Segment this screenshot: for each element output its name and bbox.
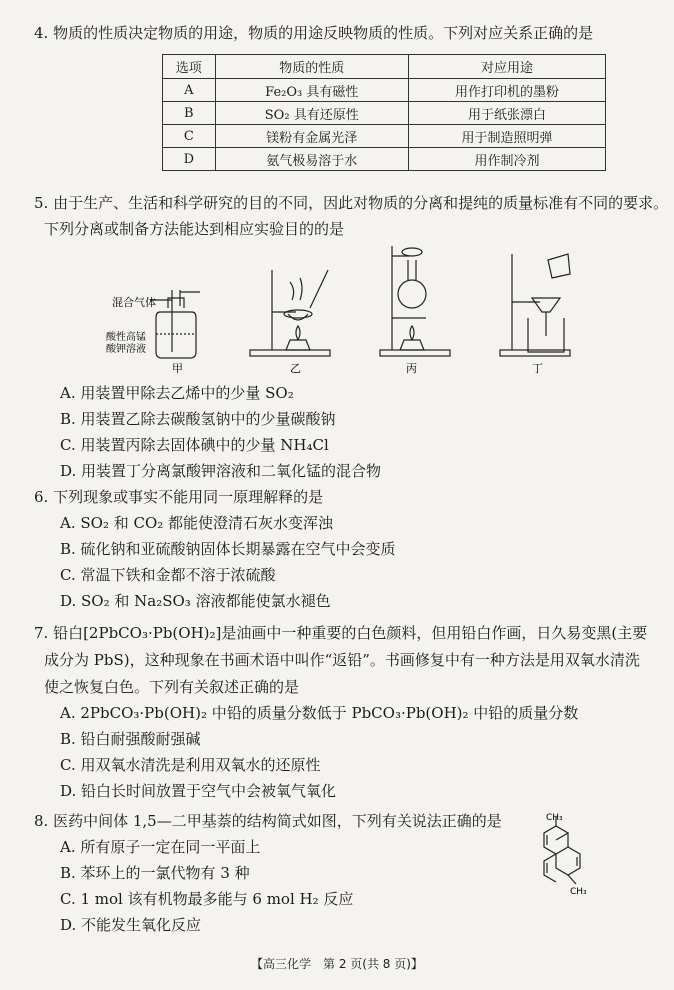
apparatus-bing xyxy=(380,246,450,356)
table-row xyxy=(163,79,606,102)
page-footer: 【高三化学 第 2 页(共 8 页)】 xyxy=(251,957,423,971)
fig-label-ding: 丁 xyxy=(532,362,543,375)
table-row xyxy=(163,148,606,171)
fig-label-bing: 丙 xyxy=(406,362,417,375)
q7-stem-line1: 7. 铅白[2PbCO₃·Pb(OH)₂]是油画中一种重要的白色颜料，但用铅白作画，日久易变黑(主要 xyxy=(34,624,648,642)
dimethylnaphthalene-structure xyxy=(528,812,608,904)
q8-option-a: A. 所有原子一定在同一平面上 xyxy=(60,838,261,856)
table-header: 物质的性质 xyxy=(215,55,408,79)
table-row xyxy=(163,102,606,125)
q8-option-b: B. 苯环上的一氯代物有 3 种 xyxy=(60,864,250,882)
q4-table xyxy=(162,54,606,171)
q6-option-a: A. SO₂ 和 CO₂ 都能使澄清石灰水变浑浊 xyxy=(60,514,334,532)
q7-option-d: D. 铅白长时间放置于空气中会被氧气氧化 xyxy=(60,782,337,800)
q6-stem: 6. 下列现象或事实不能用同一原理解释的是 xyxy=(34,488,324,506)
table-cell: 用作打印机的墨粉 xyxy=(408,79,605,102)
q5-option-b: B. 用装置乙除去碳酸氢钠中的少量碳酸钠 xyxy=(60,410,336,428)
table-header: 选项 xyxy=(163,55,216,79)
q5-stem-line2: 下列分离或制备方法能达到相应实验目的的是 xyxy=(44,220,345,238)
q7-option-a: A. 2PbCO₃·Pb(OH)₂ 中铅的质量分数低于 PbCO₃·Pb(OH)₂ 中铅的质量分数 xyxy=(60,704,579,722)
q7-stem-line2: 成分为 PbS)，这种现象在书画术语中叫作“返铅”。书画修复中有一种方法是用双氧水清洗 xyxy=(44,651,640,669)
apparatus-jia xyxy=(150,290,200,358)
q5-stem-line1: 5. 由于生产、生活和科学研究的目的不同，因此对物质的分离和提纯的质量标准有不同的要求。 xyxy=(34,194,669,212)
apparatus-yi xyxy=(250,270,330,356)
q5-option-c: C. 用装置丙除去固体碘中的少量 NH₄Cl xyxy=(60,436,329,454)
table-cell: B xyxy=(163,102,216,125)
q8-option-c: C. 1 mol 该有机物最多能与 6 mol H₂ 反应 xyxy=(60,890,354,908)
table-header: 对应用途 xyxy=(408,55,605,79)
fig-label-solution1: 酸性高锰 xyxy=(106,332,146,343)
table-header-row xyxy=(163,55,606,79)
table-cell: 氨气极易溶于水 xyxy=(215,148,408,171)
table-row xyxy=(163,125,606,148)
q5-option-d: D. 用装置丁分离氯酸钾溶液和二氧化锰的混合物 xyxy=(60,462,382,480)
fig-label-jia: 甲 xyxy=(172,362,183,375)
q7-option-c: C. 用双氧水清洗是利用双氧水的还原性 xyxy=(60,756,321,774)
table-cell: A xyxy=(163,79,216,102)
table-cell: 用于制造照明弹 xyxy=(408,125,605,148)
fig-label-gas: 混合气体 xyxy=(112,296,156,309)
q8-option-d: D. 不能发生氧化反应 xyxy=(60,916,202,934)
ch3-bottom-label: CH₃ xyxy=(570,887,587,897)
q7-option-b: B. 铅白耐强酸耐强碱 xyxy=(60,730,201,748)
apparatus-ding xyxy=(500,254,570,356)
table-cell: C xyxy=(163,125,216,148)
q6-option-b: B. 硫化钠和亚硫酸钠固体长期暴露在空气中会变质 xyxy=(60,540,396,558)
fig-label-solution2: 酸钾溶液 xyxy=(106,344,146,355)
q5-option-a: A. 用装置甲除去乙烯中的少量 SO₂ xyxy=(60,384,294,402)
ch3-top-label: CH₃ xyxy=(546,813,563,823)
fig-label-yi: 乙 xyxy=(290,362,301,375)
q6-option-c: C. 常温下铁和金都不溶于浓硫酸 xyxy=(60,566,276,584)
table-cell: SO₂ 具有还原性 xyxy=(215,102,408,125)
q6-option-d: D. SO₂ 和 Na₂SO₃ 溶液都能使氯水褪色 xyxy=(60,592,331,610)
q4-stem: 4. 物质的性质决定物质的用途，物质的用途反映物质的性质。下列对应关系正确的是 xyxy=(34,24,594,42)
q8-stem: 8. 医药中间体 1,5—二甲基萘的结构简式如图，下列有关说法正确的是 xyxy=(34,812,502,830)
table-cell: D xyxy=(163,148,216,171)
table-cell: 用于纸张漂白 xyxy=(408,102,605,125)
apparatus-figure xyxy=(100,240,580,380)
table-cell: Fe₂O₃ 具有磁性 xyxy=(215,79,408,102)
table-cell: 用作制冷剂 xyxy=(408,148,605,171)
q7-stem-line3: 使之恢复白色。下列有关叙述正确的是 xyxy=(44,678,300,696)
table-cell: 镁粉有金属光泽 xyxy=(215,125,408,148)
